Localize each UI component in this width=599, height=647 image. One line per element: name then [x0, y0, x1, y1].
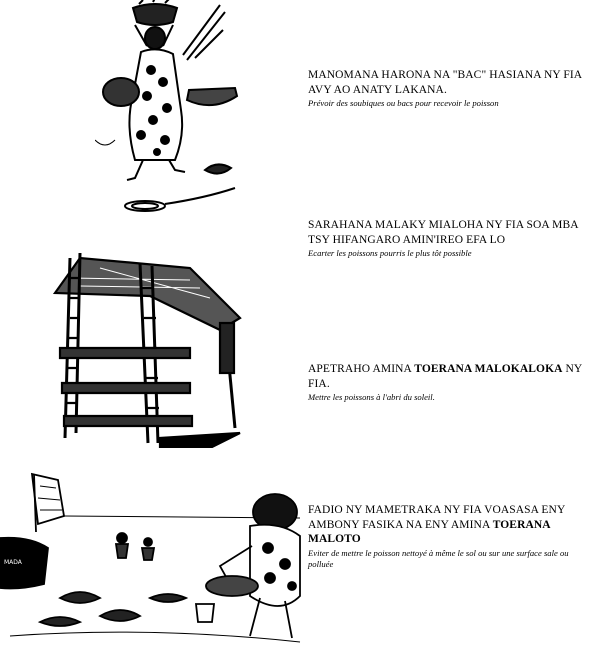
- woman-carrying-basket-illustration: [95, 0, 245, 215]
- caption-2-main: [308, 218, 594, 247]
- caption-4-main: [308, 503, 594, 547]
- caption-2-text: SARAHANA MALAKY MIALOHA NY FIA SOA MBA TSY HIFANGARO AMIN'IREO EFA LO: [308, 219, 579, 246]
- caption-4-text-a: FADIO NY MAMETRAKA NY FIA VOASASA ENY AMBONY FASIKA NA ENY AMINA: [308, 504, 565, 531]
- caption-2: [308, 218, 594, 259]
- caption-3-text-c: NY FIA.: [308, 363, 582, 390]
- caption-1-main: [308, 68, 594, 97]
- caption-3-text-bold: TOERANA MALOKALOKA: [414, 363, 563, 375]
- svg-text:MADA: MADA: [4, 559, 22, 566]
- caption-1-translation: Prévoir des soubiques ou bacs pour recevoir le poisson: [308, 98, 499, 108]
- beach-scene-illustration: [0, 466, 305, 647]
- drying-rack-illustration: [40, 238, 250, 448]
- caption-3-translation: Mettre les poissons à l'abri du soleil.: [308, 392, 435, 402]
- caption-3: [308, 362, 594, 403]
- caption-4: [308, 503, 594, 570]
- caption-4-translation: Eviter de mettre le poisson nettoyé à même le sol ou sur une surface sale ou polluée: [308, 547, 569, 569]
- caption-3-text-a: APETRAHO AMINA: [308, 363, 415, 375]
- caption-1-text: MANOMANA HARONA NA "BAC" HASIANA NY FIA AVY AO ANATY LAKANA.: [308, 69, 582, 96]
- caption-4-text-bold: TOERANA MALOTO: [308, 518, 551, 545]
- caption-1: [308, 68, 594, 109]
- caption-2-translation: Ecarter les poissons pourris le plus tôt possible: [308, 248, 472, 258]
- caption-3-main: [308, 362, 594, 391]
